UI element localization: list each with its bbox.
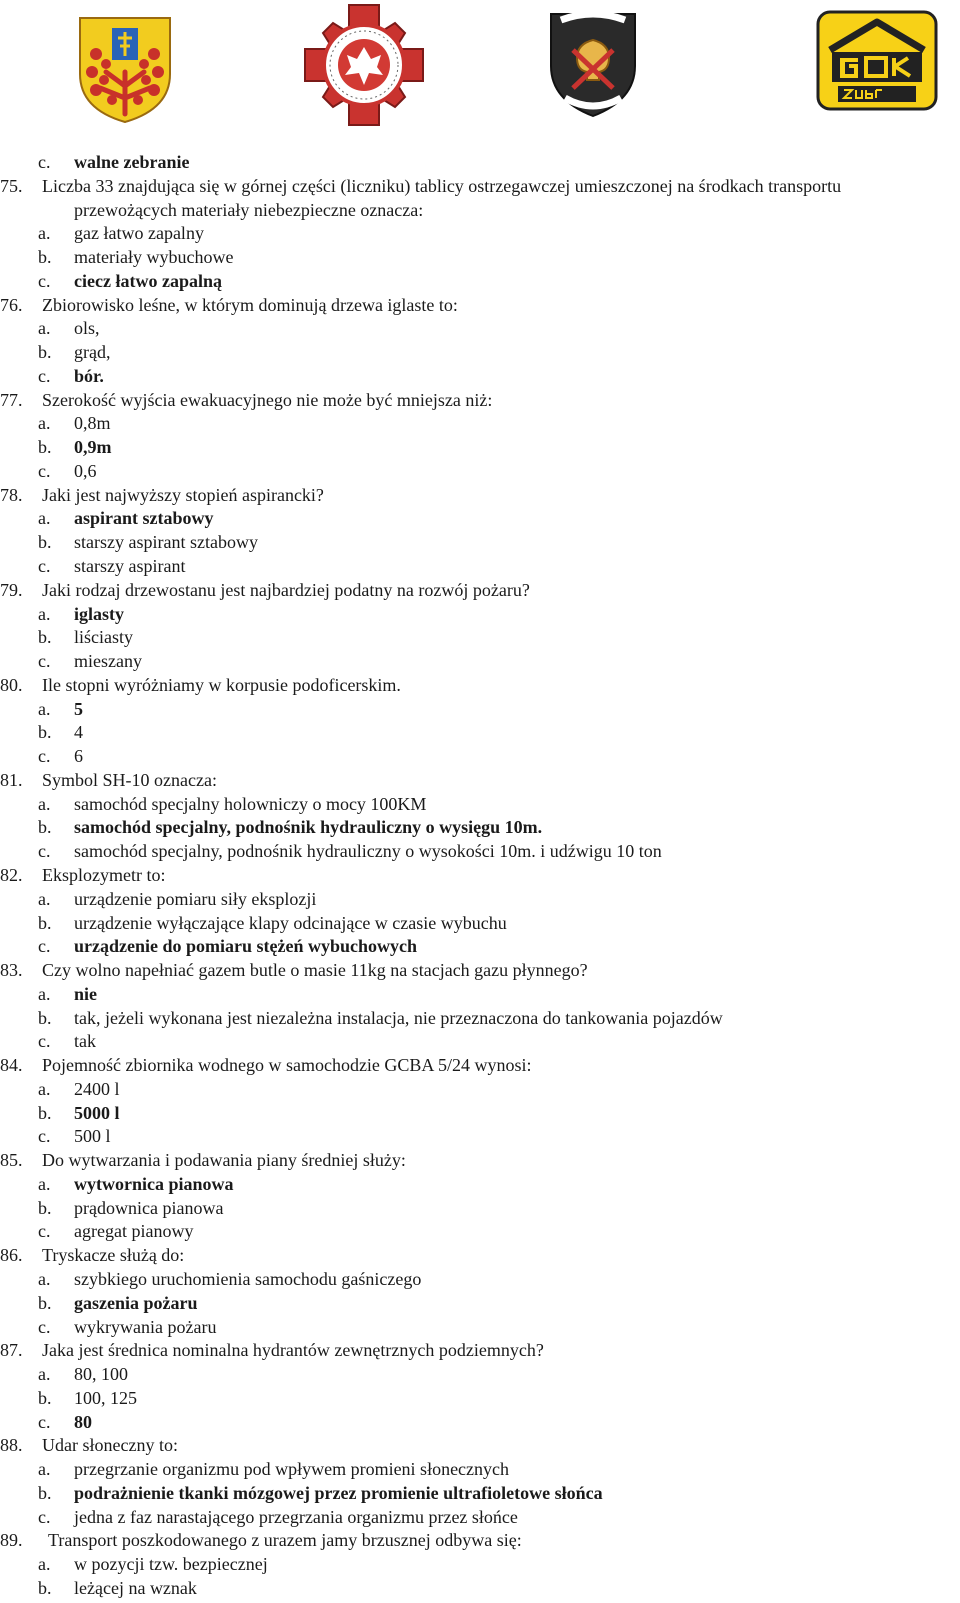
answer-letter: c. [38,270,51,291]
answer-letter: b. [38,1292,52,1313]
question-text: Liczba 33 znajdująca się w górnej części (liczniku) tablicy ostrzegawczej umieszczonej na środkach transportu [42,175,842,196]
straz-zbuczyn-logo [547,10,639,118]
question-number: 80. [0,674,23,695]
answer-letter: b. [38,1102,52,1123]
answer-letter: b. [38,247,52,268]
answer-line [0,1007,960,1031]
answer-letter: c. [38,746,51,767]
answer-line [0,888,960,912]
answer-letter: b. [38,627,52,648]
answer-line [0,555,960,579]
answer-letter: a. [38,223,51,244]
answer-line [0,1197,960,1221]
question-line [0,674,960,698]
correct-answer-text: aspirant sztabowy [74,508,214,529]
correct-answer-text: gaszenia pożaru [74,1292,198,1313]
answer-text: 6 [74,746,83,767]
question-line [0,1434,960,1458]
question-text: Ile stopni wyróżniamy w korpusie podoficerskim. [42,674,401,695]
correct-answer-text: 80 [74,1411,92,1432]
answer-text: 2400 l [74,1078,120,1099]
question-line [0,579,960,603]
question-line [0,1244,960,1268]
question-line [0,1149,960,1173]
answer-letter: b. [38,342,52,363]
question-text: Symbol SH-10 oznacza: [42,769,217,790]
correct-answer-text: urządzenie do pomiaru stężeń wybuchowych [74,936,417,957]
answer-line [0,1268,960,1292]
answer-line [0,1482,960,1506]
answer-letter: a. [38,1554,51,1575]
question-number: 78. [0,484,23,505]
answer-letter: b. [38,1197,52,1218]
question-text: Szerokość wyjścia ewakuacyjnego nie może być mniejsza niż: [42,389,493,410]
correct-answer-text: wytwornica pianowa [74,1173,234,1194]
answer-text: szybkiego uruchomienia samochodu gaśniczego [74,1268,422,1289]
answer-letter: a. [38,1078,51,1099]
answer-line [0,603,960,627]
answer-letter: c. [38,365,51,386]
answer-line [0,1173,960,1197]
answer-letter: b. [38,1007,52,1028]
question-number: 82. [0,864,23,885]
answer-letter: a. [38,508,51,529]
question-continuation [0,199,960,223]
answer-line [0,1102,960,1126]
answer-text: agregat pianowy [74,1221,194,1242]
answer-line [0,1411,960,1435]
answer-letter: b. [38,912,52,933]
answer-line [0,650,960,674]
answer-letter: b. [38,817,52,838]
answer-letter: a. [38,698,51,719]
answer-text: materiały wybuchowe [74,247,234,268]
question-line [0,959,960,983]
question-line [0,1054,960,1078]
answer-text: jedna z faz narastającego przegrzania organizmu przez słońce [74,1506,518,1527]
answer-line [0,341,960,365]
answer-line [0,1316,960,1340]
answer-letter: c. [38,1316,51,1337]
answer-letter: c. [38,1126,51,1147]
question-number: 87. [0,1340,23,1361]
correct-answer-text: iglasty [74,603,125,624]
answer-line [0,983,960,1007]
answer-text: grąd, [74,342,111,363]
answer-line [0,793,960,817]
answer-line [0,246,960,270]
answer-letter: c. [38,936,51,957]
answer-letter: b. [38,532,52,553]
answer-text: w pozycji tzw. bezpiecznej [74,1554,268,1575]
question-text: Jaka jest średnica nominalna hydrantów zewnętrznych podziemnych? [42,1340,544,1361]
question-number: 77. [0,389,23,410]
answer-text: tak [74,1031,96,1052]
answer-text: starszy aspirant sztabowy [74,532,258,553]
answer-line [0,1387,960,1411]
correct-answer-text: 5000 l [74,1102,120,1123]
answer-letter: c. [38,1411,51,1432]
answer-text: liściasty [74,627,133,648]
gok-zbuczyn-logo [816,10,938,111]
answer-text: leżącej na wznak [74,1577,197,1598]
coat-of-arms-logo [76,14,174,124]
question-text: Jaki jest najwyższy stopień aspirancki? [42,484,324,505]
question-text: Tryskacze służą do: [42,1245,185,1266]
answer-text: starszy aspirant [74,556,186,577]
question-text: Eksplozymetr to: [42,864,166,885]
correct-answer-text: podrażnienie tkanki mózgowej przez promienie ultrafioletowe słońca [74,1482,603,1503]
answer-text: prądownica pianowa [74,1197,224,1218]
correct-answer-text: nie [74,983,98,1004]
correct-answer-text: 0,9m [74,437,112,458]
question-number: 85. [0,1150,23,1171]
answer-text: 0,6 [74,460,97,481]
question-number: 84. [0,1055,23,1076]
answer-letter: b. [38,1482,52,1503]
question-number: 86. [0,1245,23,1266]
question-number: 79. [0,579,23,600]
answer-letter: b. [38,722,52,743]
answer-line [0,317,960,341]
question-text: Jaki rodzaj drzewostanu jest najbardziej podatny na rozwój pożaru? [42,579,530,600]
answer-text: 80, 100 [74,1364,128,1385]
answer-text: 100, 125 [74,1387,137,1408]
answer-letter: a. [38,1173,51,1194]
answer-line [0,816,960,840]
answer-line [0,1363,960,1387]
answer-letter: c. [38,460,51,481]
question-text: przewożących materiały niebezpieczne oznacza: [74,199,424,220]
answer-text: 4 [74,722,83,743]
answer-letter: c. [38,651,51,672]
answer-line [0,935,960,959]
answer-letter: a. [38,1268,51,1289]
answer-line [0,721,960,745]
answer-line [0,698,960,722]
quiz-content [0,151,960,1601]
header-logos [0,0,960,130]
answer-line [0,745,960,769]
answer-letter: c. [38,1031,51,1052]
answer-line [0,1292,960,1316]
question-number: 89. [0,1530,23,1551]
question-text: Czy wolno napełniać gazem butle o masie 11kg na stacjach gazu płynnego? [42,960,588,981]
answer-text: tak, jeżeli wykonana jest niezależna instalacja, nie przeznaczona do tankowania pojazdów [74,1007,723,1028]
question-number: 88. [0,1435,23,1456]
answer-letter: b. [38,1577,52,1598]
answer-text: urządzenie pomiaru siły eksplozji [74,888,317,909]
answer-letter: a. [38,793,51,814]
question-number: 83. [0,960,23,981]
answer-text: samochód specjalny holowniczy o mocy 100KM [74,793,427,814]
answer-letter: b. [38,1387,52,1408]
answer-line [0,151,960,175]
answer-letter: c. [38,1506,51,1527]
answer-letter: c. [38,152,51,172]
answer-letter: c. [38,1221,51,1242]
answer-text: urządzenie wyłączające klapy odcinające w czasie wybuchu [74,912,507,933]
correct-answer-text: samochód specjalny, podnośnik hydrauliczny o wysięgu 10m. [74,817,543,838]
answer-letter: a. [38,888,51,909]
question-number: 75. [0,175,23,196]
correct-answer-text: ciecz łatwo zapalną [74,270,222,291]
answer-letter: c. [38,556,51,577]
question-number: 81. [0,769,23,790]
question-line [0,175,960,199]
answer-line [0,1220,960,1244]
correct-answer-text: bór. [74,365,104,386]
answer-line [0,222,960,246]
correct-answer-text: walne zebranie [74,152,190,172]
answer-letter: a. [38,318,51,339]
answer-text: 500 l [74,1126,111,1147]
question-line [0,1529,960,1553]
answer-line [0,1506,960,1530]
question-line [0,1339,960,1363]
question-line [0,484,960,508]
question-text: Do wytwarzania i podawania piany średniej służy: [42,1150,406,1171]
question-text: Udar słoneczny to: [42,1435,178,1456]
question-line [0,769,960,793]
answer-text: wykrywania pożaru [74,1316,217,1337]
answer-line [0,1030,960,1054]
answer-line [0,507,960,531]
answer-letter: b. [38,437,52,458]
question-line [0,294,960,318]
answer-text: przegrzanie organizmu pod wpływem promieni słonecznych [74,1459,510,1480]
answer-line [0,1577,960,1601]
osp-cross-logo [303,3,425,127]
correct-answer-text: 5 [74,698,83,719]
question-text: Pojemność zbiornika wodnego w samochodzie GCBA 5/24 wynosi: [42,1055,532,1076]
answer-line [0,1125,960,1149]
question-line [0,864,960,888]
answer-line [0,412,960,436]
question-number: 76. [0,294,23,315]
answer-letter: a. [38,413,51,434]
question-line [0,389,960,413]
answer-letter: a. [38,983,51,1004]
answer-line [0,436,960,460]
answer-line [0,365,960,389]
answer-letter: a. [38,1364,51,1385]
answer-text: mieszany [74,651,142,672]
answer-line [0,1553,960,1577]
answer-line [0,840,960,864]
question-text: Zbiorowisko leśne, w którym dominują drzewa iglaste to: [42,294,458,315]
answer-line [0,1458,960,1482]
answer-text: 0,8m [74,413,111,434]
answer-line [0,270,960,294]
answer-text: ols, [74,318,100,339]
answer-letter: c. [38,841,51,862]
answer-letter: a. [38,1459,51,1480]
answer-line [0,912,960,936]
answer-line [0,460,960,484]
answer-line [0,531,960,555]
answer-line [0,626,960,650]
answer-text: gaz łatwo zapalny [74,223,204,244]
answer-text: samochód specjalny, podnośnik hydrauliczny o wysokości 10m. i udźwigu 10 ton [74,841,662,862]
question-text: Transport poszkodowanego z urazem jamy brzusznej odbywa się: [48,1530,522,1551]
answer-line [0,1078,960,1102]
answer-letter: a. [38,603,51,624]
